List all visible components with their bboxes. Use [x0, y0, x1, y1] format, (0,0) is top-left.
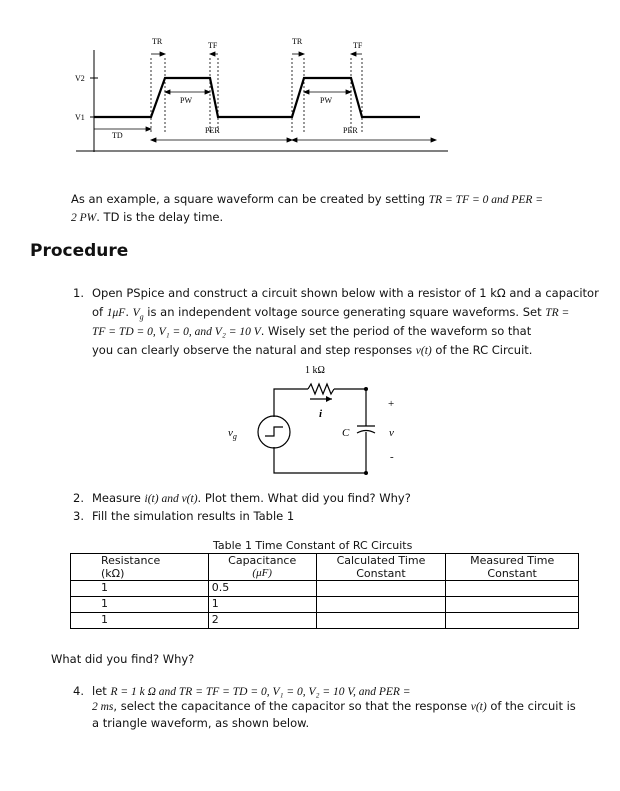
- source-label: [228, 427, 237, 441]
- label-tr-1: TR: [152, 37, 163, 46]
- table-cell: [316, 597, 446, 613]
- table-cell: [316, 613, 446, 629]
- table-row: [71, 613, 579, 629]
- item1-number: 1.: [73, 286, 84, 300]
- m: TR =: [545, 307, 570, 319]
- header-measured: [446, 554, 579, 581]
- label-td: TD: [112, 131, 123, 140]
- table-cell: 1: [208, 597, 316, 613]
- t: . Wisely set the period of the waveform so that: [260, 324, 532, 338]
- header-resistance: [71, 554, 209, 581]
- intro-line-2: [71, 208, 223, 228]
- t: let: [92, 684, 111, 698]
- intro-math-2: 2 PW: [71, 212, 97, 224]
- table-cell: 2: [208, 613, 316, 629]
- table-caption: Table 1 Time Constant of RC Circuits: [213, 539, 413, 552]
- minus-sign: -: [390, 451, 394, 463]
- t: Constant: [356, 567, 406, 580]
- label-pw-1: PW: [180, 96, 192, 105]
- m: v(t): [470, 701, 487, 713]
- item1-line-1: Open PSpice and construct a circuit shown below with a resistor of 1 kΩ and a capacitor: [92, 286, 599, 300]
- table-row: [71, 597, 579, 613]
- t: Calculated Time: [336, 554, 426, 567]
- m: g: [139, 312, 144, 322]
- label-tf-1: TF: [208, 41, 218, 50]
- t: of the RC Circuit.: [431, 343, 533, 357]
- table-row: [71, 581, 579, 597]
- m: i(t) and v(t): [144, 493, 198, 505]
- resistor-label: 1 kΩ: [305, 365, 325, 376]
- label-v2: V2: [75, 74, 85, 83]
- t: (kΩ): [101, 567, 125, 580]
- header-calculated: [316, 554, 446, 581]
- header-capacitance: [208, 554, 316, 581]
- t: Resistance: [101, 554, 161, 567]
- item2-text: [92, 489, 411, 509]
- waveform-figure: [60, 34, 450, 159]
- t: (μF): [252, 567, 272, 579]
- label-pw-2: PW: [320, 96, 332, 105]
- item2-number: 2.: [73, 491, 84, 505]
- m: TF = TD = 0, V₁ = 0, and V₂ = 10 V: [92, 326, 261, 338]
- m: v(t): [415, 345, 432, 357]
- t: . Plot them. What did you find? Why?: [197, 491, 411, 505]
- intro-text: As an example, a square waveform can be created by setting: [71, 192, 429, 206]
- rc-circuit: [220, 360, 420, 490]
- t: is an independent voltage source generating square waveforms. Set: [143, 305, 546, 319]
- table-cell: [316, 581, 446, 597]
- m: 2 ms: [92, 701, 114, 713]
- t: Measured Time: [470, 554, 555, 567]
- table-cell: 1: [71, 613, 209, 629]
- capacitor-label: C: [342, 427, 350, 439]
- t: Capacitance: [228, 554, 297, 567]
- item1-line-3: [92, 322, 531, 342]
- t: of: [92, 305, 107, 319]
- procedure-heading: Procedure: [30, 241, 129, 261]
- label-tf-2: TF: [353, 41, 363, 50]
- m: R = 1 k Ω and TR = TF = TD = 0, V₁ = 0, V₂ = 10 V, and PER =: [110, 686, 411, 698]
- table-cell: 1: [71, 581, 209, 597]
- plus-sign: +: [388, 398, 395, 410]
- table-cell: [446, 613, 579, 629]
- table-cell: [446, 581, 579, 597]
- table-header-row: [71, 554, 579, 581]
- what-did-you-find: What did you find? Why?: [51, 652, 195, 666]
- m: V: [132, 307, 140, 319]
- label-per-2: PER: [343, 126, 358, 135]
- current-label: i: [319, 408, 323, 420]
- m: 1μF: [106, 307, 126, 319]
- t: you can clearly observe the natural and step responses: [92, 343, 416, 357]
- intro-text-2: . TD is the delay time.: [96, 210, 224, 224]
- voltage-label: v: [389, 427, 394, 439]
- table-cell: 0.5: [208, 581, 316, 597]
- item4-line-3: a triangle waveform, as shown below.: [92, 716, 310, 730]
- intro-math: TR = TF = 0 and PER =: [428, 194, 544, 206]
- item4-number: 4.: [73, 684, 84, 698]
- label-per-1: PER: [205, 126, 220, 135]
- intro-line-1: [71, 190, 543, 210]
- resistor-symbol: [308, 384, 334, 394]
- table-cell: 1: [71, 597, 209, 613]
- item3-text: Fill the simulation results in Table 1: [92, 509, 295, 523]
- t: , select the capacitance of the capacitor so that the response: [113, 699, 471, 713]
- t: .: [125, 305, 133, 319]
- table-cell: [446, 597, 579, 613]
- source-label-sub: g: [232, 432, 237, 441]
- item3-number: 3.: [73, 509, 84, 523]
- source-label-main: v: [228, 427, 233, 439]
- item1-line-4: [92, 341, 532, 361]
- t: of the circuit is: [486, 699, 576, 713]
- t: Constant: [487, 567, 537, 580]
- label-v1: V1: [75, 113, 85, 122]
- time-constant-table: [70, 553, 579, 629]
- t: Measure: [92, 491, 145, 505]
- label-tr-2: TR: [292, 37, 303, 46]
- waveform-trace: [94, 78, 420, 117]
